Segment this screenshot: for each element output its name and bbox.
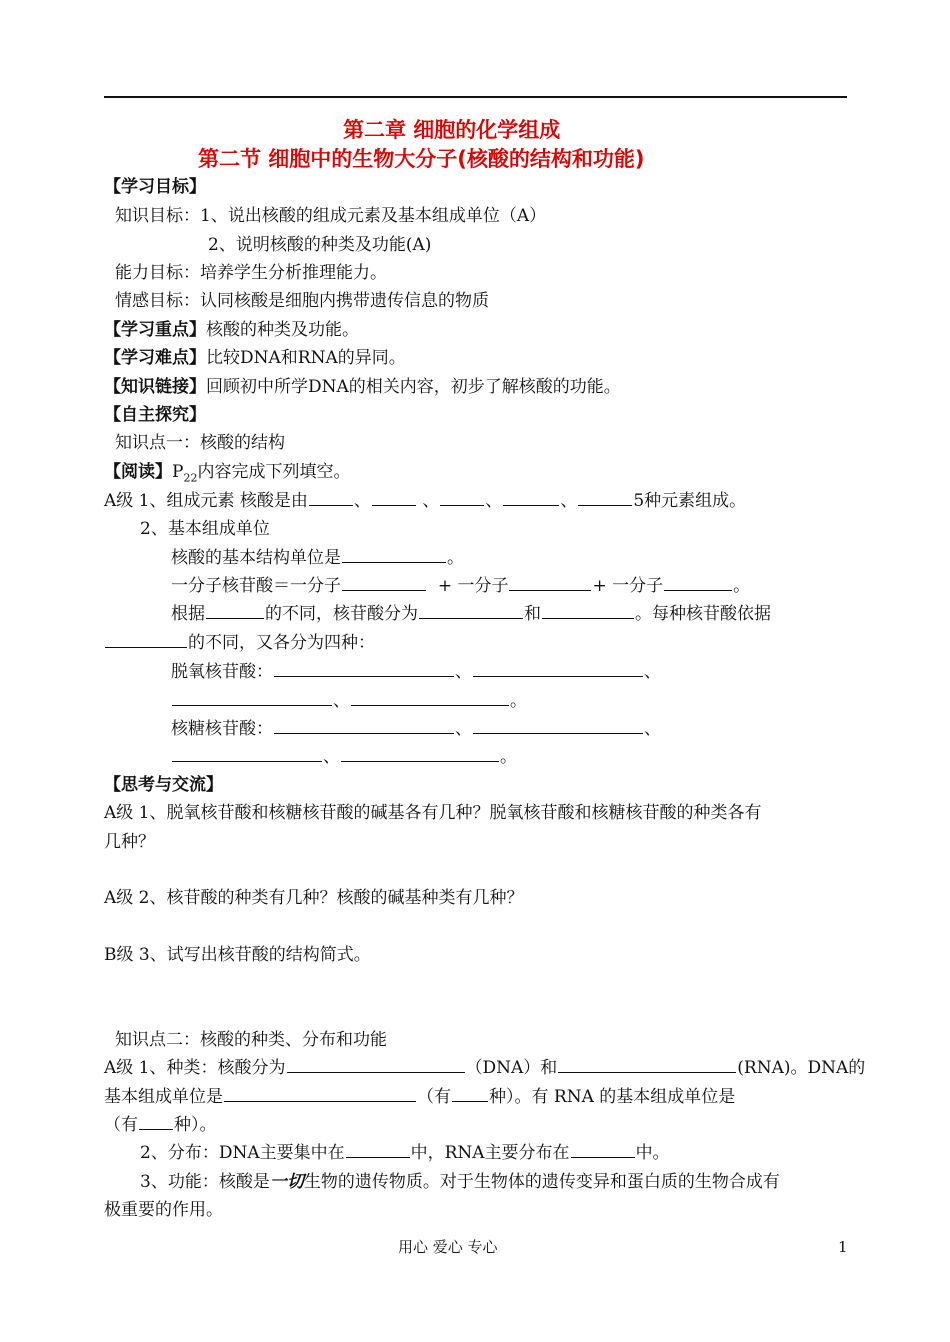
rna-count-line <box>104 1114 217 1136</box>
unit-kind-2: 种）。 <box>174 1115 217 1135</box>
func-emphasis: 一切 <box>269 1172 304 1192</box>
unit-count-line <box>104 1086 735 1108</box>
sep: 、 <box>485 491 503 511</box>
ability-goal: 能力目标：培养学生分析推理能力。 <box>115 263 387 283</box>
question-2: A级 2、核苷酸的种类有几种？核酸的碱基种类有几种？ <box>104 888 524 908</box>
blank-deoxy-3[interactable] <box>172 690 332 706</box>
knowledge-item-1: 1、说出核酸的组成元素及基本组成单位（A） <box>200 206 547 226</box>
sep: 、 <box>455 719 472 739</box>
blank-element-1[interactable] <box>309 490 353 506</box>
blank-ribo-1[interactable] <box>274 718 454 734</box>
sep: 、 <box>560 491 578 511</box>
sep: 、 <box>644 719 661 739</box>
kind-rna: (RNA)。DNA的 <box>737 1058 866 1078</box>
period: 。 <box>733 576 751 596</box>
a1-prefix: A级 1、组成元素 核酸是由 <box>104 491 308 511</box>
unit-kind: 种）。有 RNA 的基本组成单位是 <box>489 1087 736 1107</box>
link-text: 回顾初中所学DNA的相关内容，初步了解核酸的功能。 <box>206 377 621 397</box>
sep: 、 <box>333 691 350 711</box>
knowledge-goal-2: 2、说明核酸的种类及功能(A) <box>208 235 432 255</box>
basis-line-1 <box>171 603 771 625</box>
nucleotide-text-1: 一分子核苷酸＝一分子 <box>171 576 341 596</box>
a2-title: 2、基本组成单位 <box>140 519 270 539</box>
sep: 、 <box>422 491 440 511</box>
basis-text-2: 的不同，核苷酸分为 <box>265 604 418 624</box>
basis-text-4: 的不同，又各分为四种： <box>188 633 375 653</box>
blank-kind-rna[interactable] <box>558 1057 736 1073</box>
kind-dna: （DNA）和 <box>465 1058 558 1078</box>
read-page-sub: 22 <box>183 471 198 485</box>
blank-dna-location[interactable] <box>346 1142 410 1158</box>
nucleotide-text-3: 一分子 <box>612 576 664 596</box>
basis-line-2 <box>104 632 375 654</box>
knowledge-label: 知识目标： <box>115 206 200 226</box>
focus-label: 【学习重点】 <box>104 320 206 340</box>
blank-rna-count[interactable] <box>139 1114 173 1130</box>
blank-deoxy-1[interactable] <box>274 661 454 677</box>
blank-element-5[interactable] <box>578 490 632 506</box>
blank-deoxy-4[interactable] <box>351 690 509 706</box>
period: 。 <box>500 747 517 767</box>
dist-mid: 中，RNA主要分布在 <box>410 1143 570 1163</box>
sep: 、 <box>644 662 661 682</box>
kind-prefix: A级 1、种类：核酸分为 <box>104 1058 286 1078</box>
link-line <box>104 376 621 398</box>
blank-basis-4[interactable] <box>105 632 187 648</box>
nucleotide-text-2: 一分子 <box>457 576 509 596</box>
blank-rna-location[interactable] <box>571 1142 635 1158</box>
blank-nucleotide-3[interactable] <box>664 575 732 591</box>
focus-line <box>104 319 359 341</box>
ribo-label: 核糖核苷酸： <box>171 719 273 739</box>
page-number: 1 <box>838 1238 848 1256</box>
footer-motto: 用心 爱心 专心 <box>398 1238 498 1256</box>
ribo-line-2 <box>171 746 517 768</box>
sep: 、 <box>353 491 371 511</box>
question-3: B级 3、试写出核苷酸的结构简式。 <box>104 945 371 965</box>
link-label: 【知识链接】 <box>104 377 206 397</box>
blank-element-2[interactable] <box>372 490 416 506</box>
blank-element-4[interactable] <box>503 490 559 506</box>
dist-end: 中。 <box>635 1143 670 1163</box>
unit-text: 核酸的基本结构单位是 <box>171 548 341 568</box>
sep: 、 <box>323 747 340 767</box>
function-line-1 <box>140 1171 780 1193</box>
ribo-line-1 <box>171 718 661 740</box>
read-text: 内容完成下列填空。 <box>197 462 351 482</box>
unit-prefix: 基本组成单位是 <box>104 1087 223 1107</box>
period: 。 <box>510 691 527 711</box>
nucleotide-line <box>171 575 750 597</box>
blank-ribo-4[interactable] <box>341 746 499 762</box>
deoxy-line-2 <box>171 690 527 712</box>
blank-unit[interactable] <box>342 547 446 563</box>
blank-element-3[interactable] <box>440 490 484 506</box>
chapter-title: 第二章 细胞的化学组成 <box>343 118 561 142</box>
blank-nucleotide-1[interactable] <box>342 575 426 591</box>
explore-header: 【自主探究】 <box>104 405 206 425</box>
difficulty-text: 比较DNA和RNA的异同。 <box>206 348 406 368</box>
read-label: 【阅读】 <box>104 462 172 482</box>
blank-basis-1[interactable] <box>206 603 264 619</box>
plus: + <box>592 576 607 596</box>
knowledge-goal-1 <box>115 205 546 227</box>
blank-deoxy-2[interactable] <box>473 661 643 677</box>
emotion-goal: 情感目标：认同核酸是细胞内携带遗传信息的物质 <box>115 291 489 311</box>
unit-have-2: （有 <box>104 1115 138 1135</box>
blank-ribo-3[interactable] <box>172 746 322 762</box>
blank-nucleotide-2[interactable] <box>509 575 591 591</box>
function-line-2: 极重要的作用。 <box>104 1200 223 1220</box>
blank-basis-2[interactable] <box>419 603 523 619</box>
basis-text-1: 根据 <box>171 604 205 624</box>
a1-elements <box>104 490 746 512</box>
distribution-line <box>140 1142 670 1164</box>
blank-dna-count[interactable] <box>452 1086 488 1102</box>
goals-header: 【学习目标】 <box>104 177 206 197</box>
period: 。 <box>447 548 464 568</box>
sep: 、 <box>455 662 472 682</box>
think-header: 【思考与交流】 <box>104 775 223 795</box>
func-suffix: 生物的遗传物质。对于生物体的遗传变异和蛋白质的生物合成有 <box>303 1172 780 1192</box>
read-line <box>104 461 350 489</box>
header-rule <box>104 96 847 98</box>
func-prefix: 3、功能：核酸是 <box>140 1172 270 1192</box>
deoxy-label: 脱氧核苷酸： <box>171 662 273 682</box>
dist-prefix: 2、分布：DNA主要集中在 <box>140 1143 345 1163</box>
a1-suffix: 5种元素组成。 <box>633 491 747 511</box>
blank-basis-3[interactable] <box>542 603 634 619</box>
kind-line <box>104 1057 865 1079</box>
section-title: 第二节 细胞中的生物大分子(核酸的结构和功能) <box>198 147 645 171</box>
difficulty-label: 【学习难点】 <box>104 348 206 368</box>
basis-text-3: 。每种核苷酸依据 <box>635 604 771 624</box>
plus: + <box>437 576 453 596</box>
deoxy-line-1 <box>171 661 661 683</box>
unit-have: （有 <box>417 1087 451 1107</box>
read-page: P <box>172 462 184 482</box>
blank-ribo-2[interactable] <box>473 718 643 734</box>
blank-kind-dna[interactable] <box>287 1057 465 1073</box>
question-1-line-1: A级 1、脱氧核苷酸和核糖核苷酸的碱基各有几种？脱氧核苷酸和核糖核苷酸的种类各有 <box>104 803 762 823</box>
basis-and: 和 <box>524 604 541 624</box>
question-1-line-2: 几种？ <box>104 832 155 852</box>
point1-title: 知识点一：核酸的结构 <box>115 433 285 453</box>
point2-title: 知识点二：核酸的种类、分布和功能 <box>115 1030 387 1050</box>
difficulty-line <box>104 347 406 369</box>
focus-text: 核酸的种类及功能。 <box>206 320 359 340</box>
unit-line <box>171 547 464 569</box>
blank-dna-unit[interactable] <box>224 1086 416 1102</box>
